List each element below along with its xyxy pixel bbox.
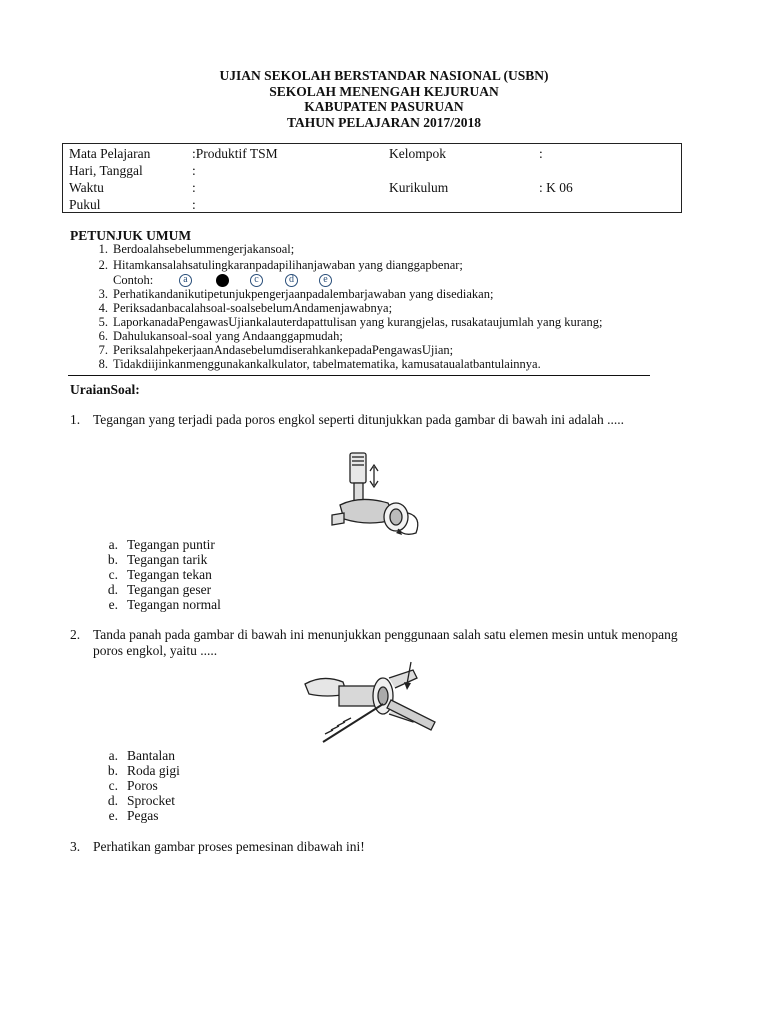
example-bubble-d: d (285, 274, 298, 287)
info-label: Pukul (69, 197, 101, 212)
question-number: 1. (70, 412, 81, 427)
info-value: : (192, 163, 196, 178)
header-year: TAHUN PELAJARAN 2017/2018 (286, 114, 481, 130)
example-bubble-a: a (179, 274, 192, 287)
option-letter: c. (108, 567, 118, 582)
option-letter: d. (107, 582, 118, 597)
question-number: 2. (70, 627, 81, 642)
info-value-2: : K 06 (539, 180, 573, 195)
info-row (63, 180, 681, 197)
info-row (63, 163, 681, 180)
info-row (63, 197, 681, 214)
instructions-title: PETUNJUK UMUM (70, 228, 192, 243)
example-bubble-filled (216, 274, 229, 287)
option-letter: a. (108, 748, 118, 763)
item-text: Berdoalahsebelummengerjakansoal; (113, 242, 295, 256)
section-divider (68, 375, 650, 376)
item-text: Perhatikandanikutipetunjukpengerjaanpadalembarjawaban yang disediakan; (113, 287, 494, 301)
option-text: Tegangan tekan (127, 567, 212, 582)
option-text: Sprocket (127, 793, 175, 808)
info-label-2: Kurikulum (389, 180, 449, 195)
info-label: Hari, Tanggal (69, 163, 143, 178)
item-text: LaporkanadaPengawasUjiankalauterdapattulisan yang kurangjelas, rusakataujumlah yang kurang; (113, 315, 603, 329)
bearing-puller-figure (303, 660, 443, 745)
option-text: Pegas (127, 808, 159, 823)
info-value-2: : (539, 146, 543, 161)
item-number: 5. (98, 315, 108, 329)
option-text: Tegangan normal (127, 597, 221, 612)
option-text: Bantalan (127, 748, 175, 763)
option-text: Poros (127, 778, 158, 793)
header-region: KABUPATEN PASURUAN (304, 99, 464, 114)
item-number: 1. (98, 242, 108, 256)
info-label-2: Kelompok (389, 146, 446, 161)
item-text: PeriksalahpekerjaanAndasebelumdiserahkankepadaPengawasUjian; (113, 343, 454, 357)
info-value: : (192, 180, 196, 195)
option-text: Tegangan tarik (127, 552, 208, 567)
exam-info-box (62, 143, 682, 213)
question-text: Tanda panah pada gambar di bawah ini menunjukkan penggunaan salah satu elemen mesin untuk menopang poros engkol, yaitu ..... (93, 627, 678, 658)
info-row (63, 146, 681, 163)
option-letter: e. (108, 597, 118, 612)
item-number: 8. (98, 357, 108, 371)
example-bubble-e: e (319, 274, 332, 287)
item-number: 6. (98, 329, 108, 343)
option-letter: c. (108, 778, 118, 793)
crankshaft-torsion-figure (330, 445, 430, 540)
question-text: Perhatikan gambar proses pemesinan dibawah ini! (93, 839, 365, 854)
option-letter: a. (108, 537, 118, 552)
item-number: 7. (98, 343, 108, 357)
info-value: : (192, 197, 196, 212)
example-bubble-c: c (250, 274, 263, 287)
item-text: Hitamkansalahsatulingkaranpadapilihanjawaban yang dianggapbenar; (113, 258, 463, 272)
item-number: 3. (98, 287, 108, 301)
option-letter: b. (107, 763, 118, 778)
question-text: Tegangan yang terjadi pada poros engkol seperti ditunjukkan pada gambar di bawah ini adalah ..... (93, 412, 625, 427)
item-number: 4. (98, 301, 108, 315)
option-text: Tegangan geser (127, 582, 212, 597)
item-text: Periksadanbacalahsoal-soalsebelumAndamenjawabnya; (113, 301, 393, 315)
example-label: Contoh: (113, 273, 154, 287)
info-label: Waktu (69, 180, 104, 195)
info-value: :Produktif TSM (192, 146, 278, 161)
header-school: SEKOLAH MENENGAH KEJURUAN (269, 83, 499, 99)
item-text: Dahulukansoal-soal yang Andaanggapmudah; (113, 329, 343, 343)
option-letter: d. (107, 793, 118, 808)
section-title: UraianSoal: (70, 382, 140, 397)
option-letter: b. (107, 552, 118, 567)
item-number: 2. (98, 258, 108, 272)
option-text: Roda gigi (127, 763, 180, 778)
exam-header (0, 68, 768, 130)
option-letter: e. (108, 808, 118, 823)
item-text: Tidakdiijinkanmenggunakankalkulator, tabelmatematika, kamusataualatbantulainnya. (113, 357, 541, 371)
option-text: Tegangan puntir (127, 537, 215, 552)
info-label: Mata Pelajaran (69, 146, 151, 161)
header-title: UJIAN SEKOLAH BERSTANDAR NASIONAL (USBN) (219, 68, 549, 83)
question-number: 3. (70, 839, 81, 854)
